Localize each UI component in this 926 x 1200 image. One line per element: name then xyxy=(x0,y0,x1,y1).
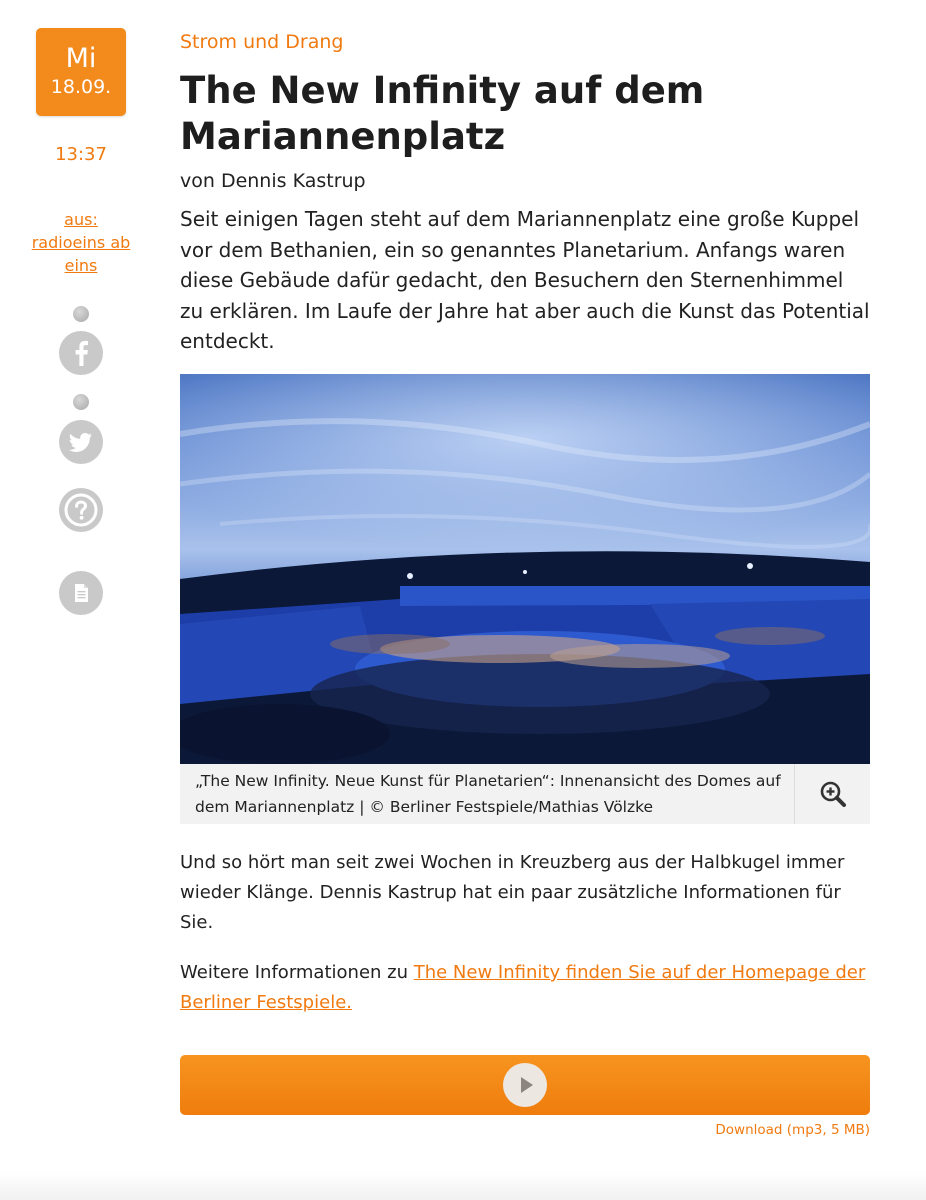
document-icon xyxy=(59,571,103,615)
twitter-icon xyxy=(59,420,103,464)
article-paragraph: Und so hört man seit zwei Wochen in Kreuzberg aus der Halbkugel immer wieder Klänge. Dennis Kastrup hat ein paar zusätzliche Informationen für Sie. xyxy=(180,852,845,933)
info-prefix: Weitere Informationen zu xyxy=(180,962,414,983)
play-icon xyxy=(503,1063,547,1107)
date-number: 18.09. xyxy=(50,76,112,98)
source-link[interactable] xyxy=(26,208,136,277)
zoom-in-icon xyxy=(818,779,848,809)
date-day: Mi xyxy=(65,43,97,74)
share-toggle-dot[interactable] xyxy=(73,394,89,410)
image-zoom-button[interactable] xyxy=(794,764,870,824)
help-button[interactable] xyxy=(59,488,103,532)
article-paragraph-info xyxy=(180,958,870,1018)
image-caption: „The New Infinity. Neue Kunst für Planetarien“: Innenansicht des Domes auf dem Mariannenplatz | © Berliner Festspiele/Mathias Völzke xyxy=(195,772,781,816)
print-article-button[interactable] xyxy=(59,571,103,615)
twitter-share-button[interactable] xyxy=(59,420,103,464)
audio-player[interactable] xyxy=(180,1055,870,1115)
article-image xyxy=(180,374,870,764)
broadcast-time: 13:37 xyxy=(55,144,107,165)
image-caption-box xyxy=(180,764,870,824)
article-kicker: Strom und Drang xyxy=(180,31,344,53)
festspiele-homepage-link[interactable]: The New Infinity finden Sie auf der Homepage der Berliner Festspiele. xyxy=(180,962,866,1013)
article-author: von Dennis Kastrup xyxy=(180,170,366,192)
play-button[interactable] xyxy=(503,1063,547,1107)
download-size: (mp3, 5 MB) xyxy=(786,1122,870,1138)
question-icon xyxy=(59,488,103,532)
date-badge xyxy=(36,28,126,116)
download-link[interactable]: Download xyxy=(715,1122,783,1138)
source-label[interactable]: aus: xyxy=(64,210,98,229)
facebook-icon xyxy=(59,331,103,375)
page-bottom-shade xyxy=(0,1172,926,1200)
source-program[interactable]: radioeins ab eins xyxy=(31,233,131,275)
facebook-share-button[interactable] xyxy=(59,331,103,375)
download-info xyxy=(715,1122,870,1138)
article-title: The New Infinity auf dem Mariannenplatz xyxy=(180,69,705,158)
planetarium-dome-photo xyxy=(180,374,870,764)
share-toggle-dot[interactable] xyxy=(73,306,89,322)
article-lead: Seit einigen Tagen steht auf dem Mariannenplatz eine große Kuppel vor dem Bethanien, ein so genanntes Planetarium. Anfangs waren diese Gebäude dafür gedacht, den Besuchern den Sternenhimmel zu erklären. Im Laufe der Jahre hat aber auch die Kunst das Potential entdeckt. xyxy=(180,207,870,353)
